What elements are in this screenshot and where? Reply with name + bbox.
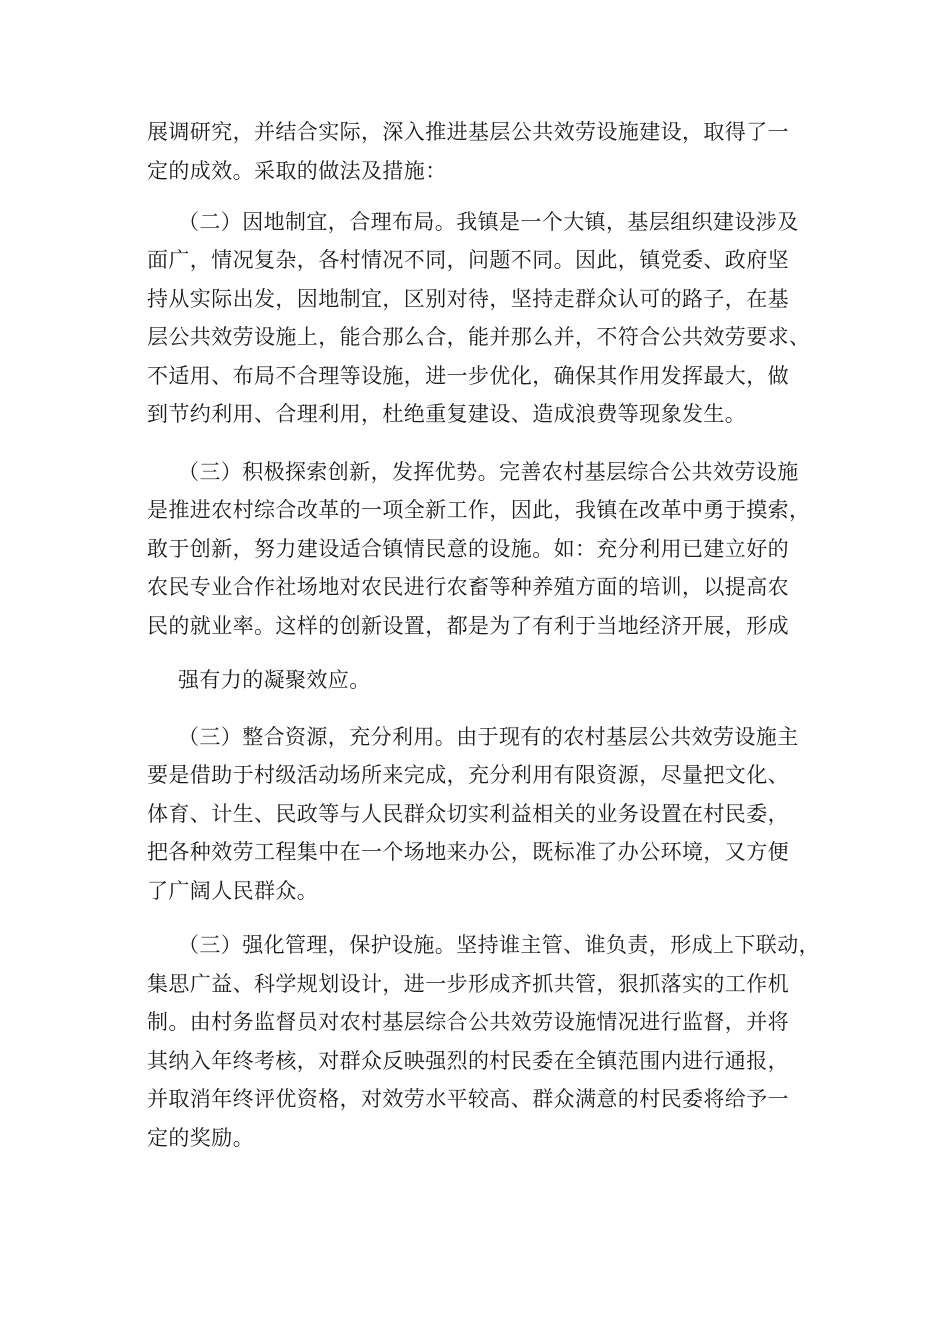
text-line: 敢于创新，努力建设适合镇情民意的设施。如：充分利用已建立好的 bbox=[147, 537, 789, 561]
text-line: 把各种效劳工程集中在一个场地来办公，既标准了办公环境，又方便 bbox=[147, 840, 789, 864]
text-line: 面广，情况复杂，各村情况不同，问题不同。因此，镇党委、政府坚 bbox=[147, 248, 789, 272]
text-line: 制。由村务监督员对农村基层综合公共效劳设施情况进行监督，并将 bbox=[147, 1010, 789, 1034]
text-line: 集思广益、科学规划设计，进一步形成齐抓共管，狠抓落实的工作机 bbox=[147, 972, 789, 996]
text-line: 定的成效。采取的做法及措施： bbox=[147, 159, 447, 183]
text-line: 展调研究，并结合实际，深入推进基层公共效劳设施建设，取得了一 bbox=[147, 120, 789, 144]
text-line: （三）积极探索创新，发挥优势。完善农村基层综合公共效劳设施 bbox=[178, 460, 799, 484]
text-line: 并取消年终评优资格，对效劳水平较高、群众满意的村民委将给予一 bbox=[147, 1087, 789, 1111]
text-line: 持从实际出发，因地制宜，区别对待，坚持走群众认可的路子，在基 bbox=[147, 287, 789, 311]
text-line: 了广阔人民群众。 bbox=[147, 879, 319, 903]
text-line: 到节约利用、合理利用，杜绝重复建设、造成浪费等现象发生。 bbox=[147, 402, 747, 426]
text-line: 其纳入年终考核，对群众反映强烈的村民委在全镇范围内进行通报， bbox=[147, 1049, 789, 1073]
text-line: 要是借助于村级活动场所来完成，充分利用有限资源，尽量把文化、 bbox=[147, 763, 789, 787]
text-line: 不适用、布局不合理等设施，进一步优化，确保其作用发挥最大，做 bbox=[147, 364, 789, 388]
text-line: （三）强化管理，保护设施。坚持谁主管、谁负责，形成上下联动， bbox=[178, 933, 820, 957]
text-line: 定的奖励。 bbox=[147, 1126, 254, 1150]
text-line: 强有力的凝聚效应。 bbox=[178, 668, 371, 692]
text-line: 农民专业合作社场地对农民进行农畜等种养殖方面的培训，以提高农 bbox=[147, 575, 789, 599]
text-line: 体育、计生、民政等与人民群众切实利益相关的业务设置在村民委， bbox=[147, 802, 789, 826]
text-line: （二）因地制宜，合理布局。我镇是一个大镇，基层组织建设涉及 bbox=[178, 210, 799, 234]
text-line: 层公共效劳设施上，能合那么合，能并那么并，不符合公共效劳要求、 bbox=[147, 325, 811, 349]
text-line: 民的就业率。这样的创新设置，都是为了有利于当地经济开展，形成 bbox=[147, 614, 789, 638]
text-line: （三）整合资源，充分利用。由于现有的农村基层公共效劳设施主 bbox=[178, 725, 799, 749]
text-line: 是推进农村综合改革的一项全新工作，因此，我镇在改革中勇于摸索， bbox=[147, 498, 811, 522]
